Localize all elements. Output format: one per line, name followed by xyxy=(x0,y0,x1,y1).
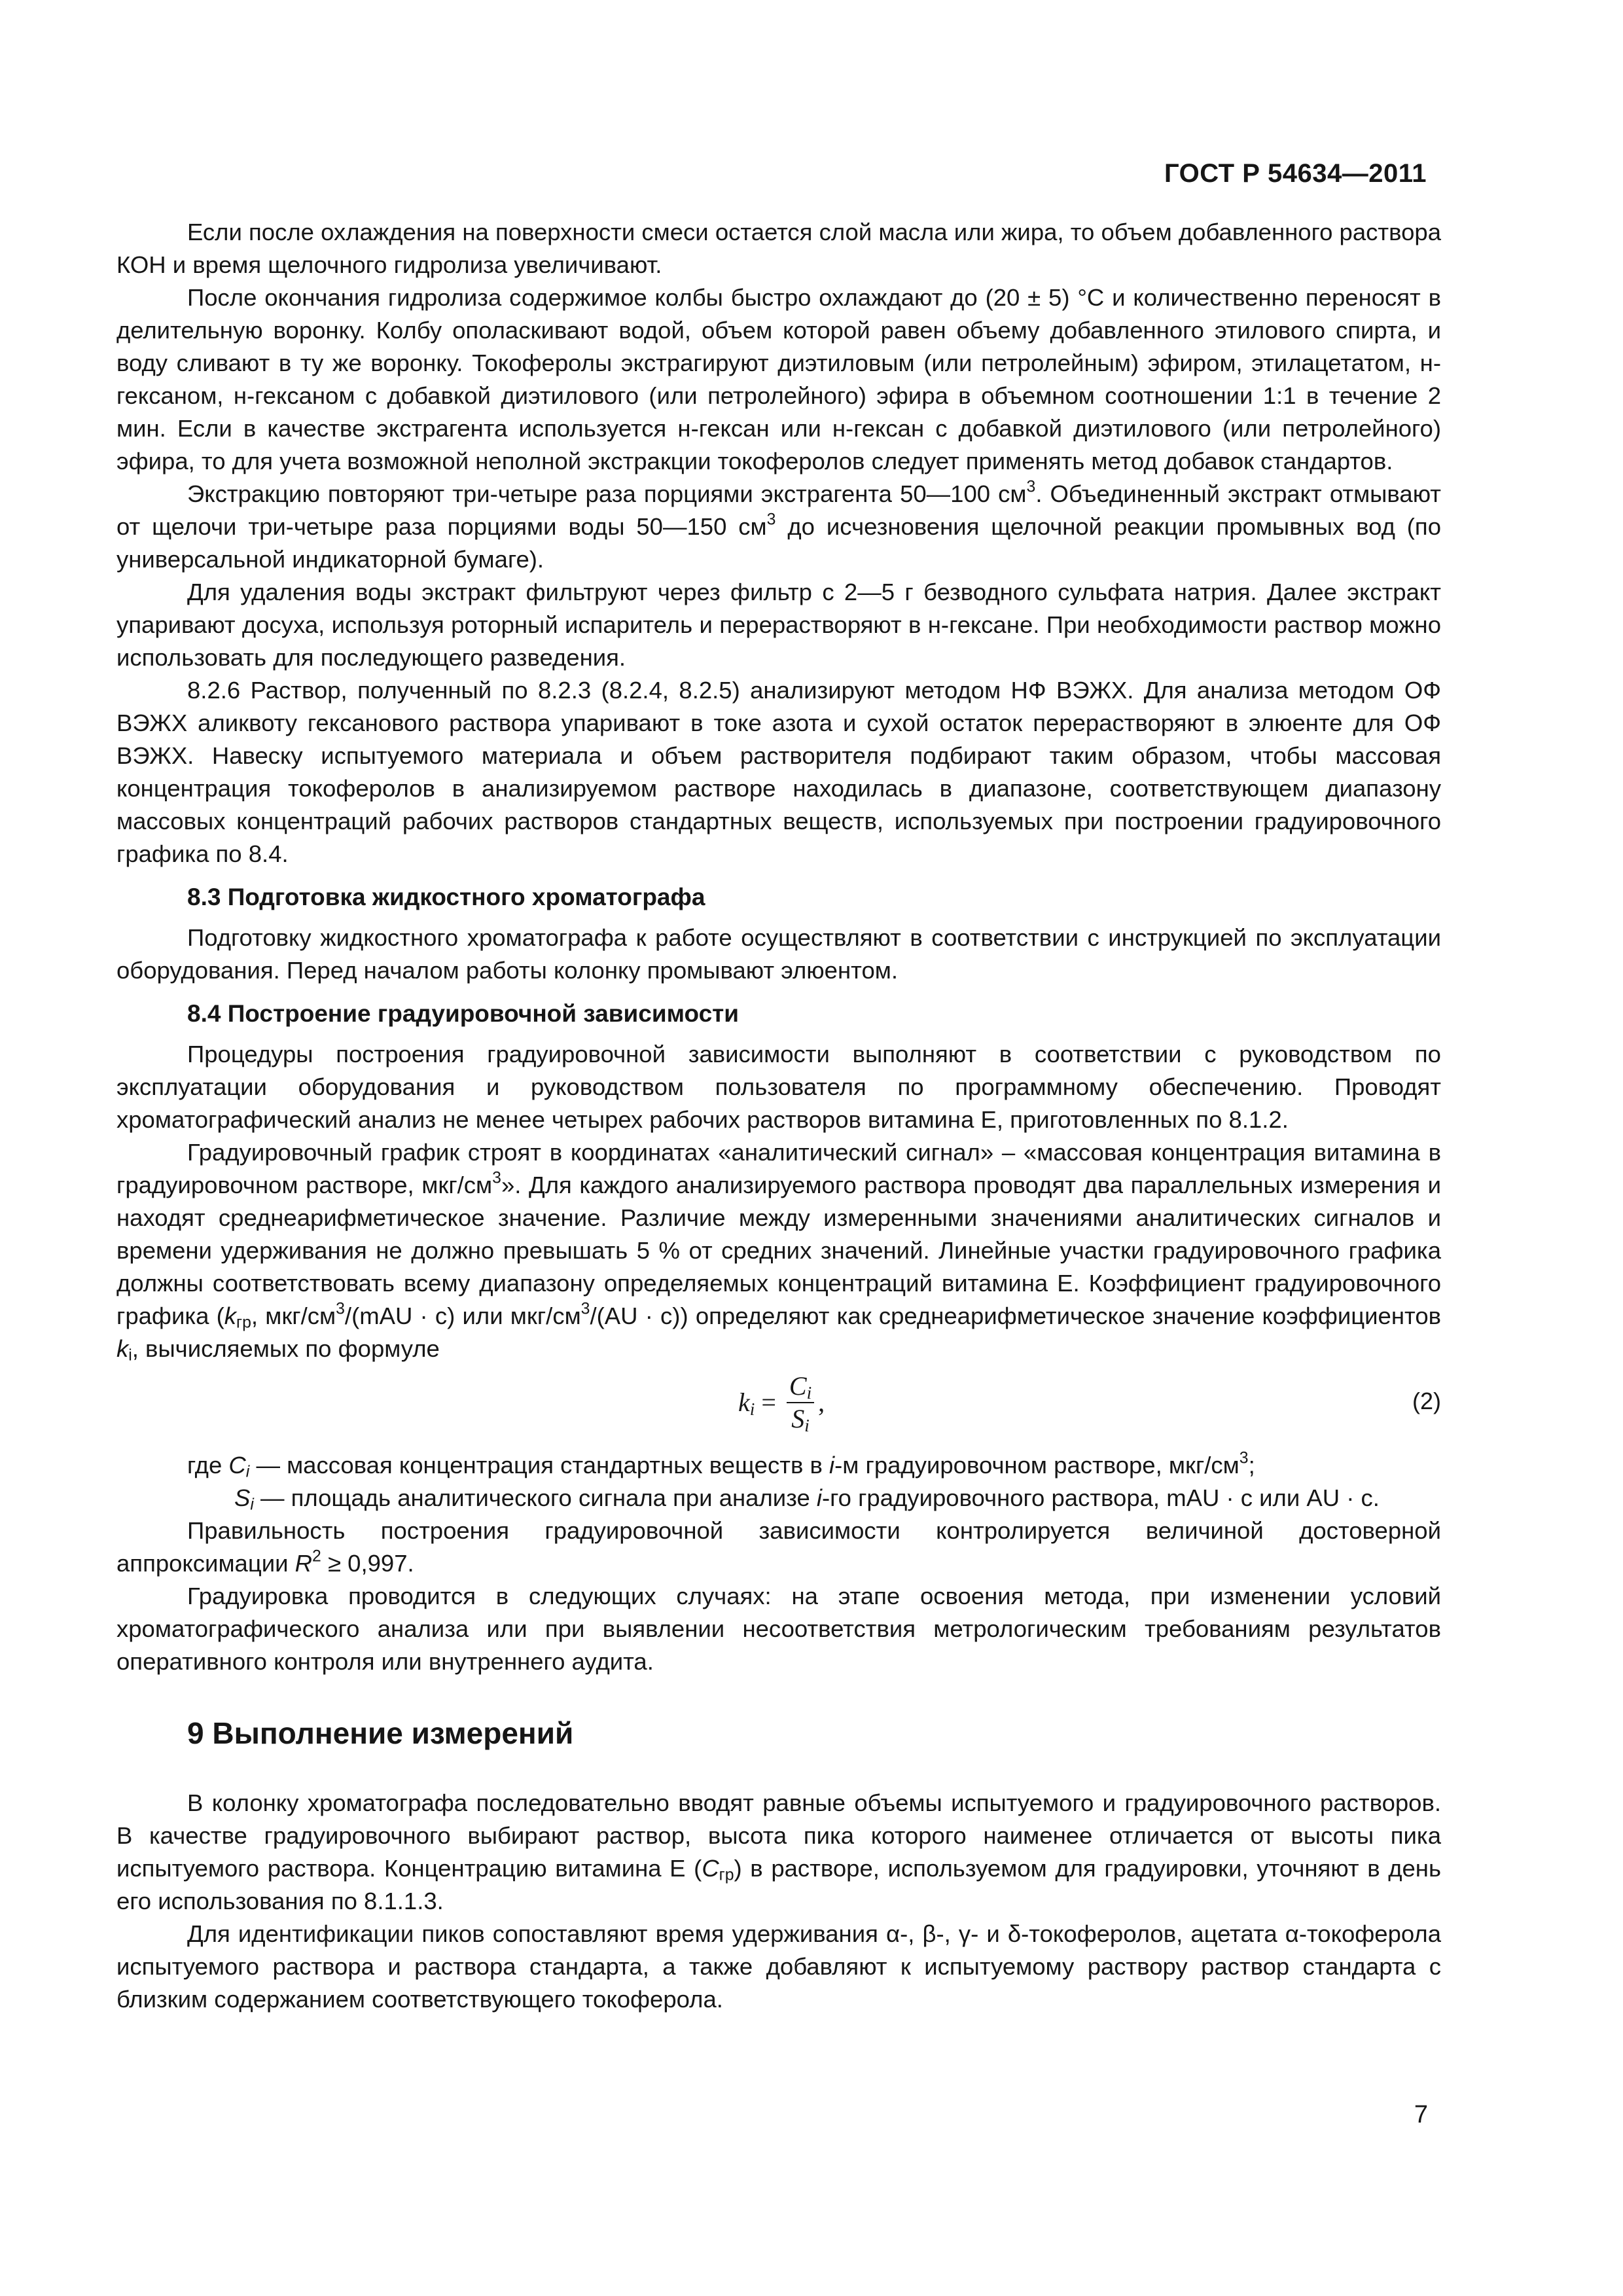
where-ci-definition: где $C_i$ — массовая концентрация стандартных веществ в i-м градуировочном растворе, мкг/$см^3$; xyxy=(187,1449,1255,1481)
where-si-definition: $S_i$ — площадь аналитического сигнала при анализе i-го градуировочного раствора, mAU · с или AU · с. xyxy=(234,1484,1380,1514)
paragraph-calibration-procedure: Процедуры построения градуировочной зависимости выполняют в соответствии с руководством по эксплуатации оборудования и руководством пользователя по программному обеспечению. Проводят хроматографический анализ не менее четырех рабочих растворов витамина Е, приготовленных по 8.1.2. xyxy=(116,1041,1441,1133)
paragraph-calibration-cases: Градуировка проводится в следующих случаях: на этапе освоения метода, при изменении условий хроматографического анализа или при выявлении несоответствия метрологическим требованиям результатов оперативного контроля или внутреннего аудита. xyxy=(116,1583,1441,1675)
paragraph-8-2-6: 8.2.6 Раствор, полученный по 8.2.3 (8.2.4, 8.2.5) анализируют методом НФ ВЭЖХ. Для анализа методом ОФ ВЭЖХ аликвоту гексанового раствора упаривают в токе азота и сухой остаток перерастворяют в элюенте для ОФ ВЭЖХ. Навеску испытуемого материала и объем растворителя подбирают таким образом, чтобы массовая концентрация токоферолов в анализируемом растворе находилась в диапазоне, соответствующем диапазону массовых концентраций рабочих растворов стандартных веществ, используемых при построении градуировочного графика по 8.4. xyxy=(116,677,1441,867)
formula-2 xyxy=(116,1365,1441,1449)
paragraph-calibration-graph: Градуировочный график строят в координатах «аналитический сигнал» – «массовая концентрация витамина в градуировочном растворе, мкг/$см^3$». Для каждого анализируемого раствора проводят два параллельных измерения и находят среднеарифметическое значение. Различие между измеренными значениями аналитических сигналов и времени удерживания не должно превышать 5 % от средних значений. Линейные участки градуировочного графика должны соответствовать всему диапазону определяемых концентраций витамина Е. Коэффициент градуировочного графика ($k_{гр}$, мкг/$см^3/(mAU \cdot с)$ или мкг/$см^3/(AU \cdot с)$) определяют как среднеарифметическое значение коэффициентов $k_i$, вычисляемых по формуле xyxy=(116,1139,1442,1365)
formula-number: (2) xyxy=(1412,1388,1441,1414)
paragraph-chromatograph-prep: Подготовку жидкостного хроматографа к работе осуществляют в соответствии с инструкцией по эксплуатации оборудования. Перед началом работы колонку промывают элюентом. xyxy=(116,924,1441,984)
paragraph-peak-identification: Для идентификации пиков сопоставляют время удерживания α-, β-, γ- и δ-токоферолов, ацетата α-токоферола испытуемого раствора и раствора стандарта, а также добавляют к испытуемому раствору раствор стандарта с близким содержанием соответствующего токоферола. xyxy=(116,1920,1441,2013)
section-heading-8-3: 8.3 Подготовка жидкостного хроматографа xyxy=(187,884,705,910)
page-content xyxy=(116,216,1441,2021)
section-heading-8-4: 8.4 Построение градуировочной зависимости xyxy=(187,1000,740,1027)
formula-comma: , xyxy=(818,1388,825,1417)
page-number: 7 xyxy=(1414,2101,1428,2128)
paragraph-water-removal: Для удаления воды экстракт фильтруют через фильтр с 2—5 г безводного сульфата натрия. Далее экстракт упаривают досуха, используя роторный испаритель и перерастворяют в н-гексане. При необходимости раствор можно использовать для последующего разведения. xyxy=(116,579,1441,671)
formula-equals: = xyxy=(755,1388,783,1417)
paragraph-repeat-extraction: Экстракцию повторяют три-четыре раза порциями экстрагента 50—100 $см^3$. Объединенный экстракт отмывают от щелочи три-четыре раза порциями воды 50—150 $см^3$ до исчезновения щелочной реакции промывных вод (по универсальной индикаторной бумаге). xyxy=(116,478,1441,573)
formula-expression xyxy=(738,1372,825,1433)
formula-numerator: $C_i$ xyxy=(787,1372,814,1403)
formula-fraction xyxy=(787,1372,814,1433)
standard-header: ГОСТ Р 54634—2011 xyxy=(1164,159,1427,188)
paragraph-oil-layer: Если после охлаждения на поверхности смеси остается слой масла или жира, то объем добавленного раствора КОН и время щелочного гидролиза увеличивают. xyxy=(116,219,1441,278)
paragraph-injection: В колонку хроматографа последовательно вводят равные объемы испытуемого и градуировочного растворов. В качестве градуировочного выбирают раствор, высота пика которого наименее отличается от высоты пика испытуемого раствора. Концентрацию витамина Е $(C_{гр})$ в растворе, используемом для градуировки, уточняют в день его использования по 8.1.1.3. xyxy=(116,1789,1441,1914)
formula-denominator: $S_i$ xyxy=(791,1404,810,1435)
formula-lhs: $k_i$ xyxy=(738,1388,755,1419)
paragraph-approximation: Правильность построения градуировочной зависимости контролируется величиной достоверной аппроксимации $R^2 \ge 0,997$. xyxy=(116,1517,1441,1577)
section-heading-9: 9 Выполнение измерений xyxy=(187,1716,574,1750)
paragraph-hydrolysis-extraction: После окончания гидролиза содержимое колбы быстро охлаждают до (20 ± 5) °С и количественно переносят в делительную воронку. Колбу ополаскивают водой, объем которой равен объему добавленного этилового спирта, и воду сливают в ту же воронку. Токоферолы экстрагируют диэтиловым (или петролейным) эфиром, этилацетатом, н-гексаном, н-гексаном с добавкой диэтилового (или петролейного) эфира в объемном соотношении 1:1 в течение 2 мин. Если в качестве экстрагента используется н-гексан или н-гексан с добавкой диэтилового (или петролейного) эфира, то для учета возможной неполной экстракции токоферолов следует применять метод добавок стандартов. xyxy=(116,284,1441,475)
